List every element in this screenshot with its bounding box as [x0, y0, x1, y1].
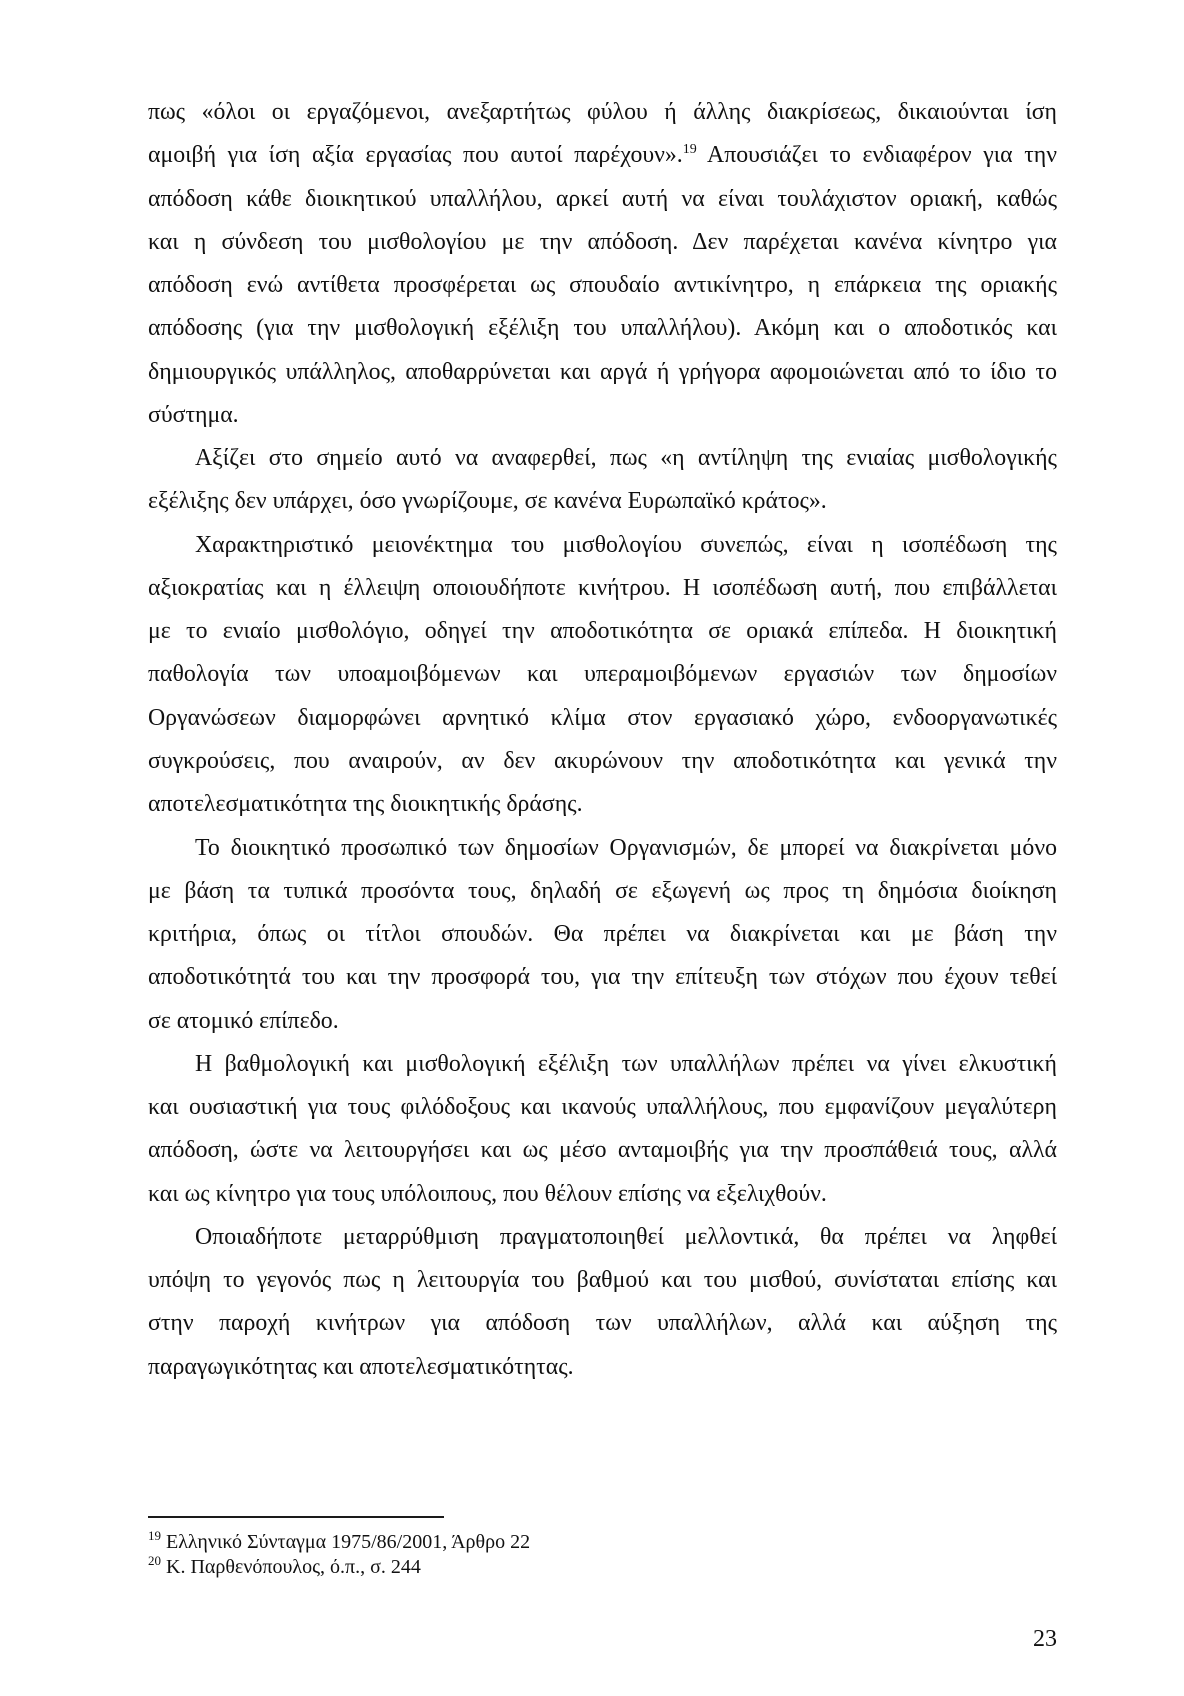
footnote [148, 1530, 848, 1555]
text-line: Το διοικητικό προσωπικό των δημοσίων Οργανισμών, δε μπορεί να διακρίνεται μόνο [195, 834, 1057, 861]
text-line: αξιοκρατίας και η έλλειψη οποιουδήποτε κινήτρου. Η ισοπέδωση αυτή, που επιβάλλεται [148, 574, 1057, 601]
text-line: κριτήρια, όπως οι τίτλοι σπουδών. Θα πρέπει να διακρίνεται και με βάση την [148, 921, 1057, 948]
paragraph [148, 1216, 1057, 1389]
body-text [148, 91, 1057, 1389]
footnote-mark: 19 [148, 1528, 161, 1543]
text-line: Αξίζει στο σημείο αυτό να αναφερθεί, πως «η αντίληψη της ενιαίας μισθολογικής [195, 445, 1057, 472]
paragraph [148, 827, 1057, 1043]
text-line: και ως κίνητρο για τους υπόλοιπους, που θέλουν επίσης να εξελιχθούν. [148, 1180, 827, 1207]
text-line: πως «όλοι οι εργαζόμενοι, ανεξαρτήτως φύλου ή άλλης διακρίσεως, δικαιούνται ίση [148, 99, 1057, 125]
text-line: απόδοση κάθε διοικητικού υπαλλήλου, αρκεί αυτή να είναι τουλάχιστον οριακή, καθώς [148, 185, 1057, 212]
footnote-reference: 19 [682, 142, 697, 158]
text-line: απόδοση, ώστε να λειτουργήσει και ως μέσο ανταμοιβής για την προσπάθειά τους, αλλά [148, 1137, 1057, 1164]
text-line: σε ατομικό επίπεδο. [148, 1007, 339, 1034]
text-line: απόδοσης (για την μισθολογική εξέλιξη του υπαλλήλου). Ακόμη και ο αποδοτικός και [148, 315, 1057, 342]
text-line: παραγωγικότητας και αποτελεσματικότητας. [148, 1353, 574, 1380]
text-line: δημιουργικός υπάλληλος, αποθαρρύνεται και αργά ή γρήγορα αφομοιώνεται από το ίδιο το [148, 358, 1057, 385]
text-line: αποτελεσματικότητα της διοικητικής δράσης. [148, 791, 583, 818]
footnotes [148, 1530, 848, 1579]
text-line: με το ενιαίο μισθολόγιο, οδηγεί την αποδοτικότητα σε οριακά επίπεδα. Η διοικητική [148, 618, 1057, 645]
text-line: σύστημα. [148, 401, 239, 428]
paragraph [148, 91, 1057, 437]
footnote [148, 1552, 848, 1580]
text-line: Η βαθμολογική και μισθολογική εξέλιξη των υπαλλήλων πρέπει να γίνει ελκυστική [195, 1050, 1057, 1077]
text-line [148, 134, 1057, 177]
paragraph [148, 524, 1057, 827]
text-line: Οποιαδήποτε μεταρρύθμιση πραγματοποιηθεί μελλοντικά, θα πρέπει να ληφθεί [195, 1223, 1057, 1250]
footnote-text: Κ. Παρθενόπουλος, ό.π., σ. 244 [166, 1555, 421, 1578]
text-line: συγκρούσεις, που αναιρούν, αν δεν ακυρώνουν την αποδοτικότητα και γενικά την [148, 747, 1057, 774]
text-line: εξέλιξης δεν υπάρχει, όσο γνωρίζουμε, σε κανένα Ευρωπαϊκό κράτος». [148, 488, 827, 515]
footnote-mark: 20 [148, 1552, 161, 1568]
text-line: στην παροχή κινήτρων για απόδοση των υπαλλήλων, αλλά και αύξηση της [148, 1310, 1057, 1337]
text-line: υπόψη το γεγονός πως η λειτουργία του βαθμού και του μισθού, συνίσταται επίσης και [148, 1267, 1057, 1294]
text-line: και ουσιαστική για τους φιλόδοξους και ικανούς υπαλλήλους, που εμφανίζουν μεγαλύτερη [148, 1094, 1057, 1121]
footnote-separator [148, 1516, 444, 1518]
text-segment: Απουσιάζει το ενδιαφέρον για την [707, 142, 1057, 169]
footnote-text: Ελληνικό Σύνταγμα 1975/86/2001, Άρθρο 22 [166, 1531, 531, 1553]
text-line: απόδοση ενώ αντίθετα προσφέρεται ως σπουδαίο αντικίνητρο, η επάρκεια της οριακής [148, 272, 1057, 299]
text-line: και η σύνδεση του μισθολογίου με την απόδοση. Δεν παρέχεται κανένα κίνητρο για [148, 228, 1057, 255]
page-number: 23 [1033, 1626, 1057, 1652]
paragraph [148, 1043, 1057, 1216]
text-line: αποδοτικότητά του και την προσφορά του, για την επίτευξη των στόχων που έχουν τεθεί [148, 964, 1057, 991]
text-line: παθολογία των υποαμοιβόμενων και υπεραμοιβόμενων εργασιών των δημοσίων [148, 661, 1057, 688]
paragraph [148, 437, 1057, 524]
text-line: με βάση τα τυπικά προσόντα τους, δηλαδή σε εξωγενή ως προς τη δημόσια διοίκηση [148, 877, 1057, 904]
text-segment: αμοιβή για ίση αξία εργασίας που αυτοί παρέχουν». [148, 142, 683, 169]
text-line: Χαρακτηριστικό μειονέκτημα του μισθολογίου συνεπώς, είναι η ισοπέδωση της [195, 531, 1057, 558]
text-line: Οργανώσεων διαμορφώνει αρνητικό κλίμα στον εργασιακό χώρο, ενδοοργανωτικές [148, 704, 1057, 731]
